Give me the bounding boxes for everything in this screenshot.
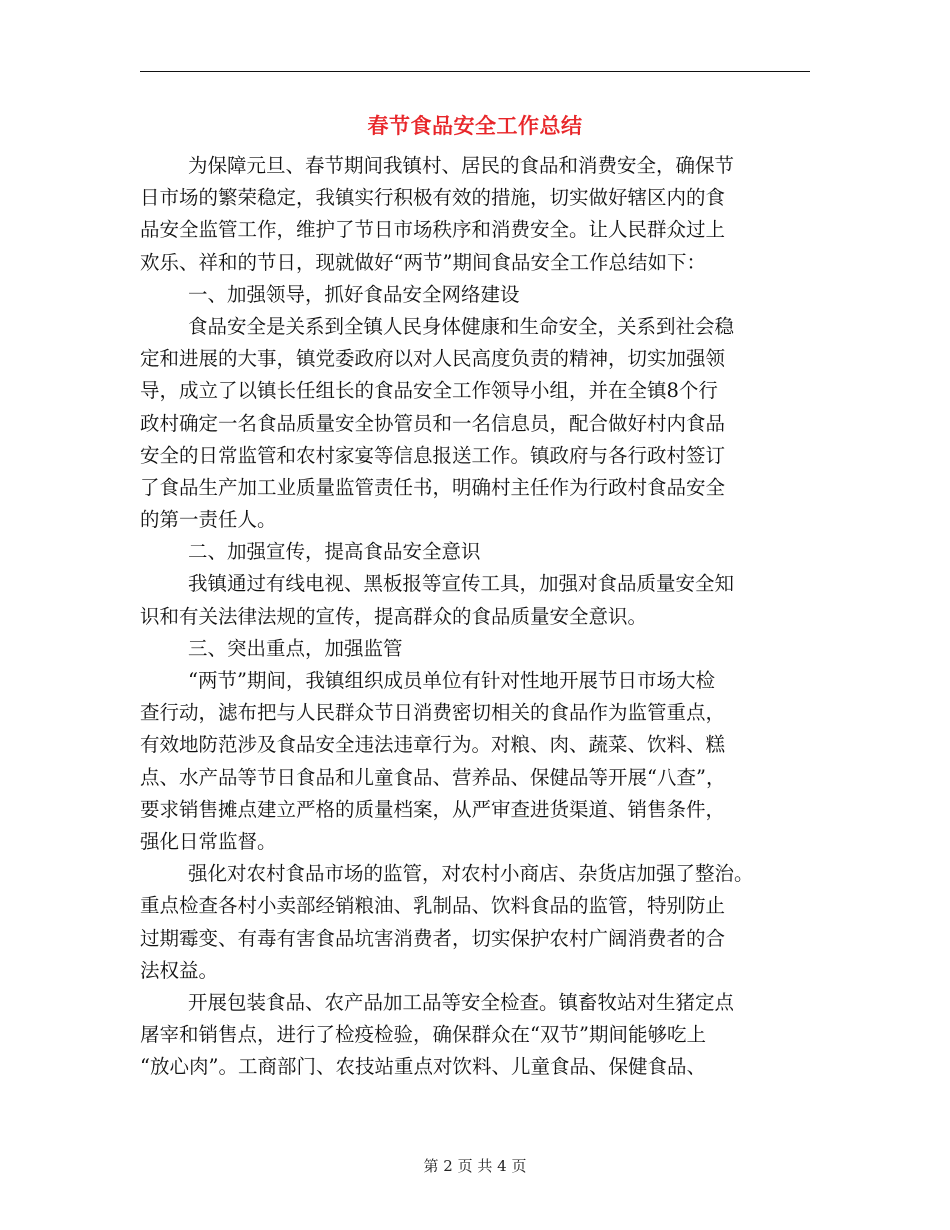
- text-line: 食品安全是关系到全镇人民身体健康和生命安全，关系到社会稳: [188, 314, 735, 338]
- text-line: 我镇通过有线电视、黑板报等宣传工具，加强对食品质量安全知: [188, 572, 735, 596]
- text-line: 屠宰和销售点，进行了检疫检验，确保群众在“双节”期间能够吃上: [140, 1023, 706, 1047]
- text-line: 的第一责任人。: [140, 508, 277, 532]
- section-heading: 二、加强宣传，提高食品安全意识: [188, 540, 481, 564]
- text-line: 政村确定一名食品质量安全协管员和一名信息员，配合做好村内食品: [140, 411, 726, 435]
- text-line: 安全的日常监管和农村家宴等信息报送工作。镇政府与各行政村签订: [140, 443, 726, 467]
- text-line: 过期霉变、有毒有害食品坑害消费者，切实保护农村广阔消费者的合: [140, 926, 726, 950]
- text-line: 了食品生产加工业质量监管责任书，明确村主任作为行政村食品安全: [140, 475, 726, 499]
- text-line: 点、水产品等节日食品和儿童食品、营养品、保健品等开展“八查”，: [140, 765, 726, 789]
- text-line: “两节”期间，我镇组织成员单位有针对性地开展节日市场大检: [188, 669, 715, 692]
- section-heading: 三、突出重点，加强监管: [188, 636, 403, 660]
- text-line: “放心肉”。工商部门、农技站重点对饮料、儿童食品、保健食品、: [140, 1055, 706, 1079]
- text-line: 查行动，滤布把与人民群众节日消费密切相关的食品作为监管重点，: [140, 701, 726, 725]
- text-line: 导，成立了以镇长任组长的食品安全工作领导小组，并在全镇8个行: [140, 379, 718, 403]
- text-line: 强化日常监督。: [140, 829, 277, 853]
- document-body: [140, 150, 810, 1083]
- text-line: 有效地防范涉及食品安全违法违章行为。对粮、肉、蔬菜、饮料、糕: [140, 733, 726, 757]
- text-line: 欢乐、祥和的节日，现就做好“两节”期间食品安全工作总结如下：: [140, 250, 706, 274]
- text-line: 重点检查各村小卖部经销粮油、乳制品、饮料食品的监管，特别防止: [140, 894, 726, 918]
- text-line: 法权益。: [140, 958, 219, 982]
- text-line: 识和有关法律法规的宣传，提高群众的食品质量安全意识。: [140, 604, 648, 628]
- text-line: 定和进展的大事，镇党委政府以对人民高度负责的精神，切实加强领: [140, 347, 726, 371]
- section-heading: 一、加强领导，抓好食品安全网络建设: [188, 282, 520, 306]
- text-line: 开展包装食品、农产品加工品等安全检查。镇畜牧站对生猪定点: [188, 990, 735, 1014]
- text-line: 强化对农村食品市场的监管，对农村小商店、杂货店加强了整治。: [188, 862, 754, 886]
- page-footer: 第 2 页 共 4 页: [423, 1157, 527, 1175]
- document-title: 春节食品安全工作总结: [367, 113, 583, 138]
- text-line: 日市场的繁荣稳定，我镇实行积极有效的措施，切实做好辖区内的食: [140, 186, 726, 210]
- text-line: 品安全监管工作，维护了节日市场秩序和消费安全。让人民群众过上: [140, 218, 726, 242]
- header-rule: [140, 71, 810, 72]
- text-line: 为保障元旦、春节期间我镇村、居民的食品和消费安全，确保节: [188, 154, 735, 177]
- text-line: 要求销售摊点建立严格的质量档案，从严审查进货渠道、销售条件，: [140, 797, 726, 821]
